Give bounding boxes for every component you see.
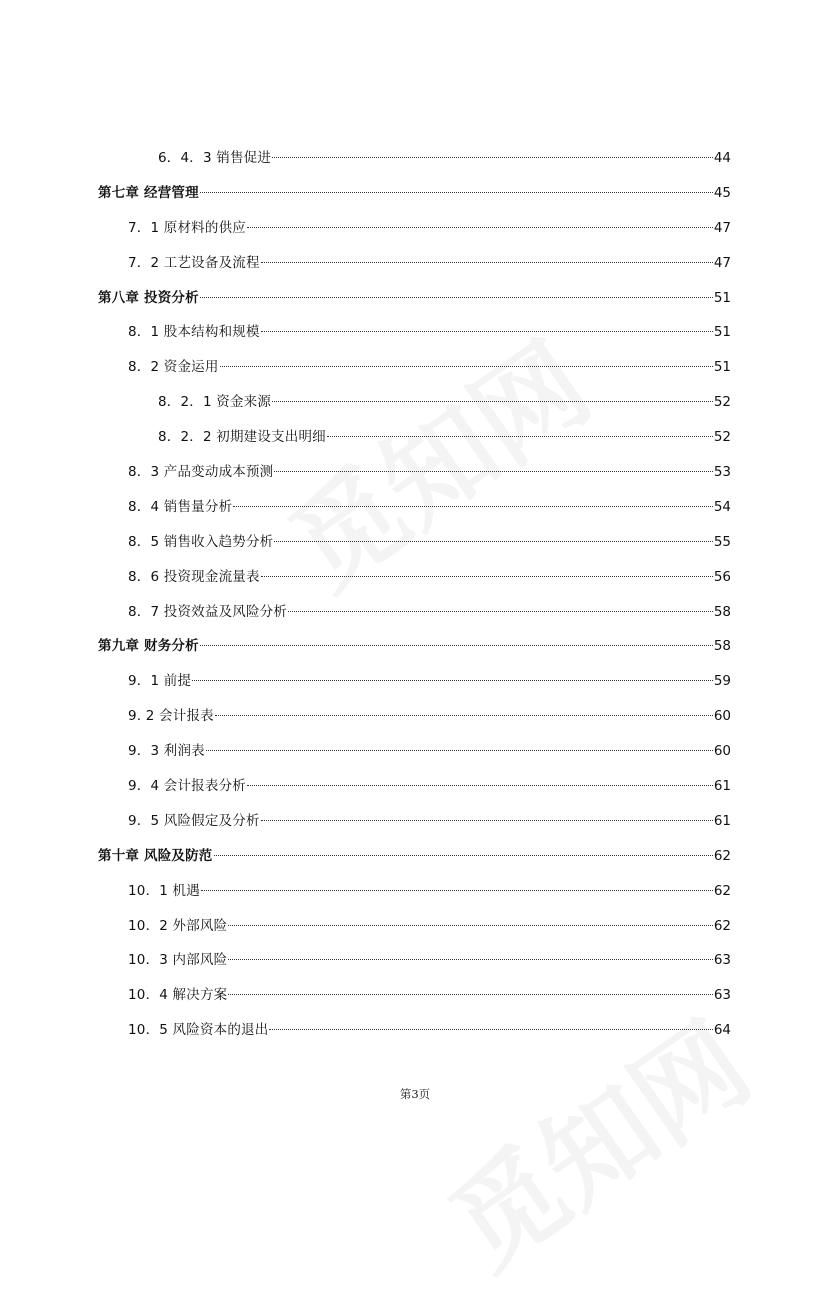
- toc-dot-leader: [272, 157, 713, 158]
- toc-dot-leader: [274, 541, 712, 542]
- toc-entry-title: 第七章 经营管理: [98, 184, 199, 201]
- toc-dot-leader: [214, 855, 713, 856]
- toc-entry[interactable]: [98, 978, 731, 1013]
- toc-dot-leader: [220, 366, 713, 367]
- toc-entry-page: 56: [713, 568, 731, 585]
- toc-entry[interactable]: [98, 664, 731, 699]
- toc-entry-page: 47: [713, 254, 731, 271]
- toc-dot-leader: [274, 471, 712, 472]
- table-of-contents: [98, 141, 731, 1048]
- toc-entry-page: 51: [713, 324, 731, 341]
- toc-entry[interactable]: [98, 525, 731, 560]
- toc-dot-leader: [228, 959, 712, 960]
- toc-entry[interactable]: [98, 839, 731, 874]
- toc-entry[interactable]: [98, 385, 731, 420]
- toc-entry-title: 10．1 机遇: [128, 882, 200, 899]
- toc-dot-leader: [215, 715, 713, 716]
- toc-entry-page: 54: [713, 498, 731, 515]
- toc-entry-title: 9．5 风险假定及分析: [128, 812, 260, 829]
- toc-entry-title: 第八章 投资分析: [98, 289, 199, 306]
- toc-entry-title: 7．2 工艺设备及流程: [128, 254, 260, 271]
- toc-entry[interactable]: [98, 176, 731, 211]
- toc-dot-leader: [201, 890, 713, 891]
- toc-entry-title: 10．3 内部风险: [128, 952, 228, 969]
- toc-entry-title: 8．1 股本结构和规模: [128, 324, 260, 341]
- page-number-footer: 第3页: [399, 1087, 431, 1101]
- toc-entry-page: 61: [713, 778, 731, 795]
- toc-entry[interactable]: [98, 804, 731, 839]
- toc-dot-leader: [200, 192, 713, 193]
- toc-entry-page: 60: [713, 743, 731, 760]
- toc-dot-leader: [261, 262, 713, 263]
- toc-entry-title: 8．3 产品变动成本预测: [128, 464, 274, 481]
- toc-dot-leader: [261, 820, 713, 821]
- toc-entry[interactable]: [98, 629, 731, 664]
- toc-dot-leader: [269, 1029, 712, 1030]
- toc-entry-page: 51: [713, 289, 731, 306]
- toc-entry[interactable]: [98, 315, 731, 350]
- toc-dot-leader: [192, 680, 713, 681]
- toc-dot-leader: [200, 645, 713, 646]
- toc-dot-leader: [228, 925, 712, 926]
- toc-entry-page: 61: [713, 812, 731, 829]
- toc-entry-page: 63: [713, 952, 731, 969]
- toc-entry-title: 第十章 风险及防范: [98, 847, 213, 864]
- toc-entry[interactable]: [98, 699, 731, 734]
- toc-entry-title: 10．4 解决方案: [128, 987, 228, 1004]
- toc-dot-leader: [200, 297, 713, 298]
- toc-dot-leader: [206, 750, 713, 751]
- toc-entry[interactable]: [98, 350, 731, 385]
- toc-entry-title: 8．2 资金运用: [128, 359, 219, 376]
- toc-entry-title: 8．4 销售量分析: [128, 498, 233, 515]
- toc-entry-page: 63: [713, 987, 731, 1004]
- toc-entry-title: 10．2 外部风险: [128, 917, 228, 934]
- toc-entry-title: 第九章 财务分析: [98, 638, 199, 655]
- toc-entry-title: 9．4 会计报表分析: [128, 778, 246, 795]
- toc-entry-page: 62: [713, 882, 731, 899]
- toc-entry-title: 8．7 投资效益及风险分析: [128, 603, 288, 620]
- toc-entry[interactable]: [98, 246, 731, 281]
- toc-entry[interactable]: [98, 560, 731, 595]
- toc-entry-page: 52: [713, 429, 731, 446]
- toc-entry[interactable]: [98, 909, 731, 944]
- toc-dot-leader: [272, 401, 713, 402]
- toc-entry-title: 7．1 原材料的供应: [128, 219, 246, 236]
- toc-entry[interactable]: [98, 769, 731, 804]
- toc-entry[interactable]: [98, 455, 731, 490]
- toc-entry[interactable]: [98, 211, 731, 246]
- toc-entry-page: 55: [713, 533, 731, 550]
- toc-dot-leader: [327, 436, 713, 437]
- toc-entry-page: 45: [713, 184, 731, 201]
- toc-dot-leader: [261, 576, 713, 577]
- toc-entry[interactable]: [98, 420, 731, 455]
- toc-entry-title: 8．2．1 资金来源: [158, 394, 272, 411]
- toc-entry-title: 9．3 利润表: [128, 743, 205, 760]
- toc-entry[interactable]: [98, 595, 731, 630]
- toc-entry-title: 8．2．2 初期建设支出明细: [158, 429, 326, 446]
- toc-entry-page: 62: [713, 917, 731, 934]
- toc-dot-leader: [261, 331, 713, 332]
- toc-entry[interactable]: [98, 141, 731, 176]
- toc-entry-title: 9．1 前提: [128, 673, 192, 690]
- toc-entry-title: 8．6 投资现金流量表: [128, 568, 260, 585]
- toc-entry[interactable]: [98, 734, 731, 769]
- toc-entry[interactable]: [98, 874, 731, 909]
- toc-dot-leader: [247, 227, 713, 228]
- toc-entry-page: 51: [713, 359, 731, 376]
- toc-entry-title: 9. 2 会计报表: [128, 708, 214, 725]
- toc-entry-page: 44: [713, 150, 731, 166]
- toc-entry-title: 10．5 风险资本的退出: [128, 1022, 269, 1039]
- toc-dot-leader: [233, 506, 713, 507]
- toc-entry-page: 60: [713, 708, 731, 725]
- toc-entry-page: 58: [713, 638, 731, 655]
- toc-dot-leader: [247, 785, 713, 786]
- toc-entry-title: 8．5 销售收入趋势分析: [128, 533, 274, 550]
- toc-entry-page: 53: [713, 464, 731, 481]
- toc-entry[interactable]: [98, 490, 731, 525]
- toc-dot-leader: [288, 611, 713, 612]
- toc-entry-page: 62: [713, 847, 731, 864]
- toc-entry-page: 58: [713, 603, 731, 620]
- toc-entry-page: 52: [713, 394, 731, 411]
- toc-entry-title: 6．4．3 销售促进: [158, 150, 272, 166]
- toc-entry[interactable]: [98, 1013, 731, 1048]
- toc-entry[interactable]: [98, 281, 731, 316]
- toc-entry[interactable]: [98, 943, 731, 978]
- toc-dot-leader: [228, 994, 712, 995]
- toc-entry-page: 59: [713, 673, 731, 690]
- toc-entry-page: 64: [713, 1022, 731, 1039]
- toc-entry-page: 47: [713, 219, 731, 236]
